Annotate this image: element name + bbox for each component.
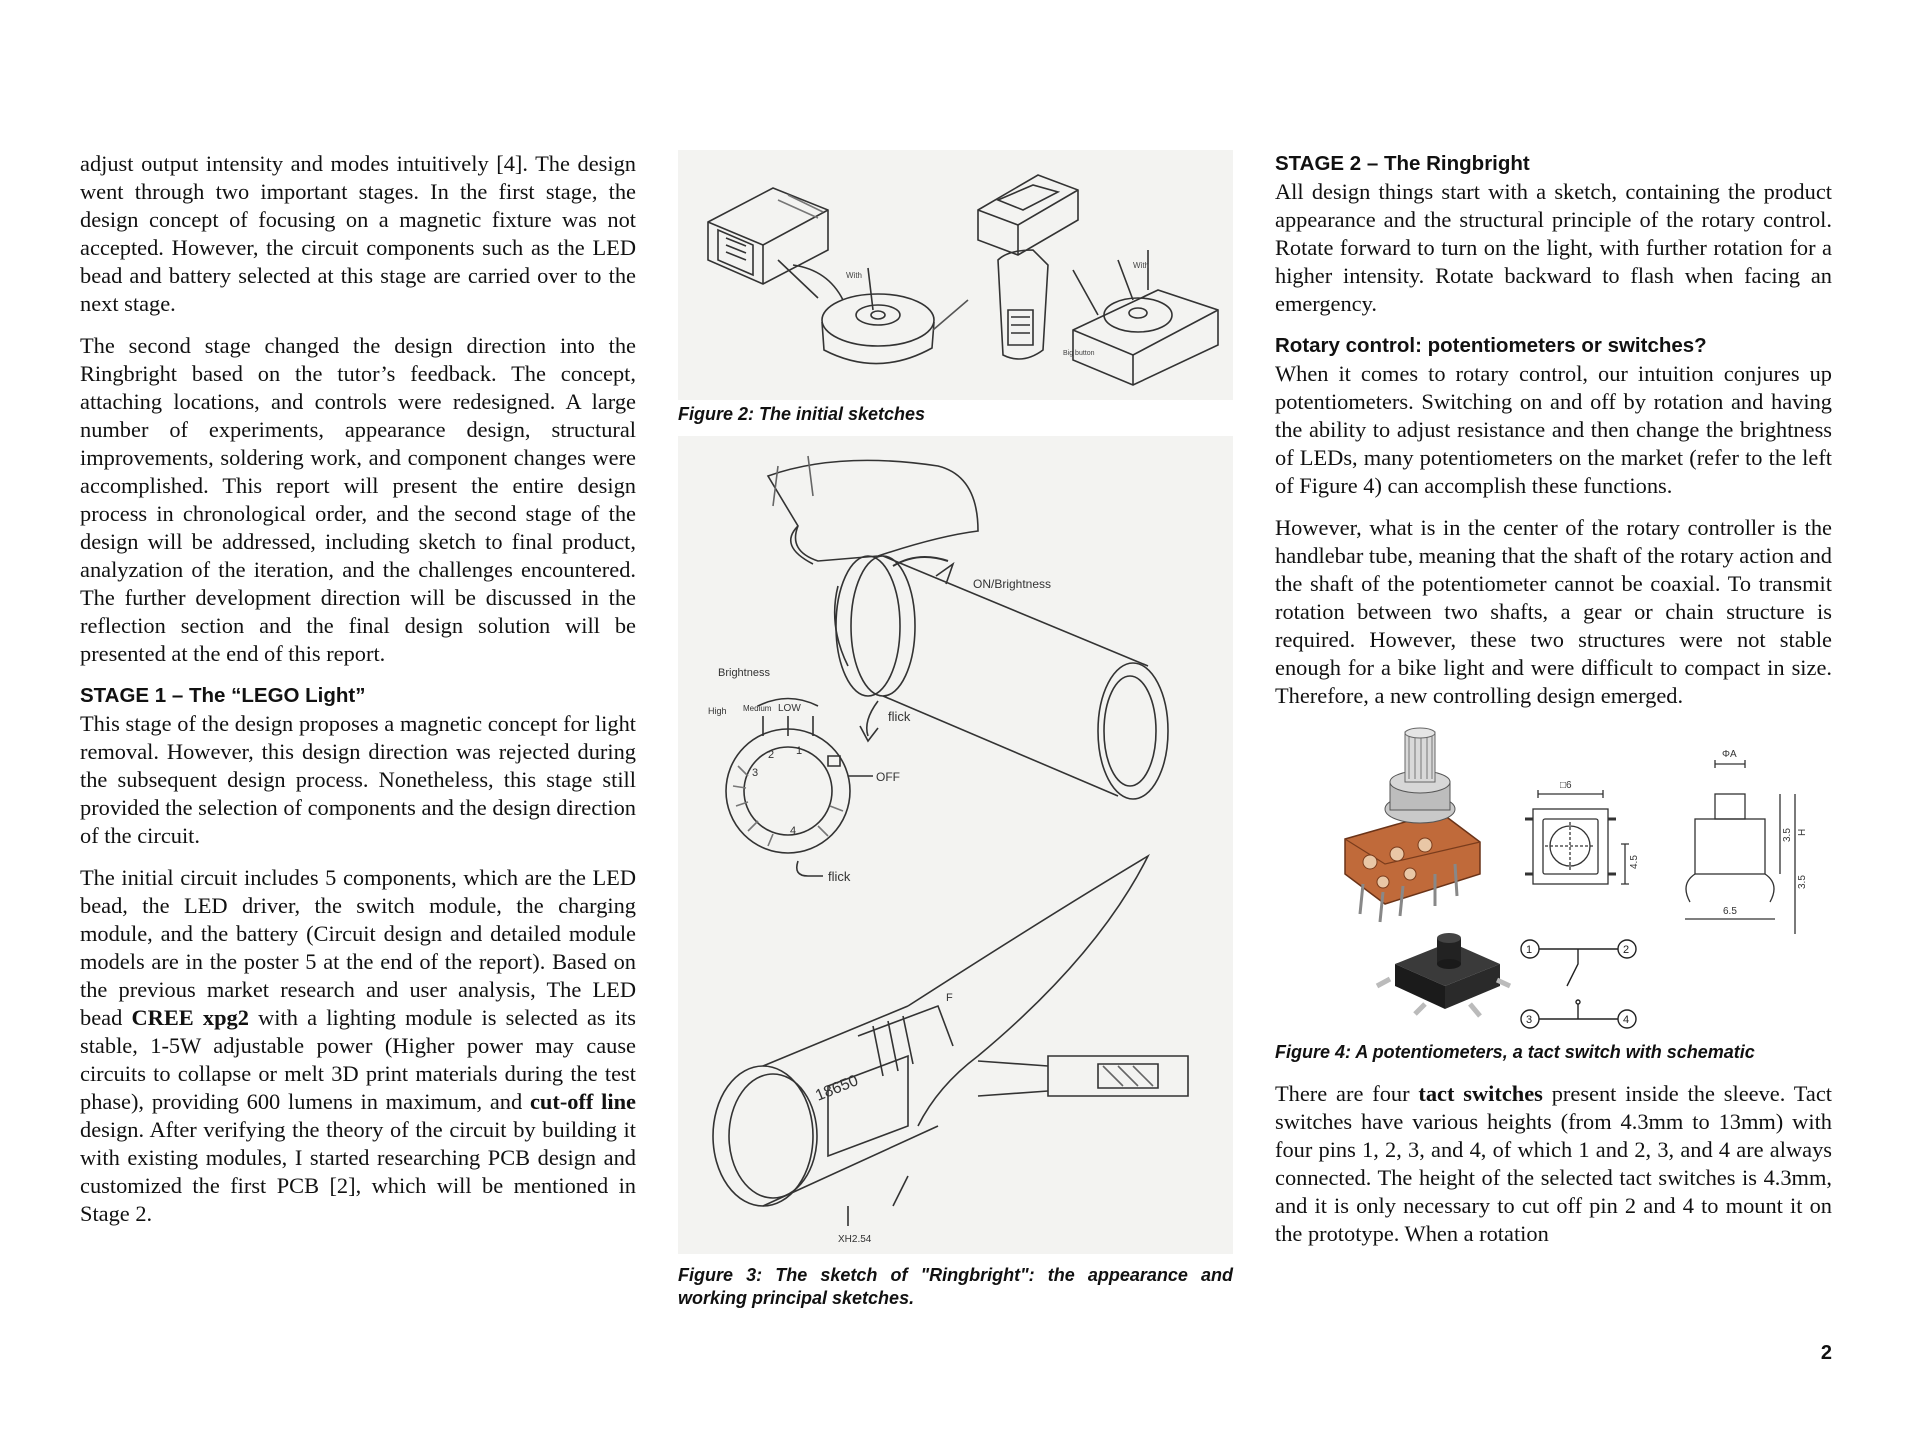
sketch-label-flick-2: flick (828, 869, 851, 884)
left-column (80, 150, 636, 1242)
paragraph-circuit (80, 864, 636, 1228)
sketch-label-big-button: Big button (1063, 350, 1095, 357)
dim-6-5: 6.5 (1723, 906, 1737, 917)
sketch-label-off: OFF (876, 770, 900, 784)
paragraph-coaxial: However, what is in the center of the rotary controller is the handlebar tube, meaning that the shaft of the rotary action and the shaft of the potentiometer cannot be coaxial. To transmit rotation between two shafts, a gear or chain structure is required. However, these two structures were not stable enough for a bike light and were difficult to compact in size. Therefore, a new controlling design emerged. (1275, 515, 1832, 708)
schematic-pin-2: 2 (1623, 944, 1630, 956)
paragraph-second-stage: The second stage changed the design direction into the Ringbright based on the tutor’s feedback. The concept, attaching locations, and controls were redesigned. A large number of experiments, appearance design, structural improvements, soldering work, and component changes were accomplished. This report will present the entire design process in chronological order, and the second stage of the design will be addressed, including sketch to final product, analyzation of the iteration, and the challenges encountered. The further development direction will be discussed in the reflection section and the final design solution will be presented at the end of this report. (80, 333, 636, 666)
sketch-label-num-3: 3 (752, 767, 759, 779)
sketch-label-num-4: 4 (790, 825, 797, 837)
dim-3-5-top: 3.5 (1782, 828, 1793, 842)
switch-side-view (1685, 760, 1795, 934)
paragraph-tact-switches (1275, 1080, 1832, 1248)
text-run: with a lighting module is selected as its stable, 1-5W adjustable power (Higher power may cause circuits to collapse or melt 3D print materials during the test phase), providing 600 lumens in maximum, and (80, 1005, 636, 1114)
sketch-label-on-brightness: ON/Brightness (973, 577, 1052, 591)
dim-3-5-bottom: 3.5 (1797, 875, 1808, 889)
heading-rotary-control: Rotary control: potentiometers or switches? (1275, 334, 1707, 357)
sketch-label-high: High (708, 706, 727, 716)
text-run: There are four (1275, 1081, 1419, 1106)
figure-2-initial-sketches (678, 150, 1233, 400)
text-run: The initial circuit includes 5 components, which are the LED bead, the LED driver, the switch module, the charging module, and the battery (Circuit design and detailed module models are in the poster 5 at the end of the report). Based on the previous market research and user analysis, The LED bead (80, 865, 636, 1030)
potentiometer-image (1345, 728, 1480, 922)
switch-top-view (1525, 790, 1629, 884)
paragraph-stage-2: All design things start with a sketch, containing the product appearance and the structural principle of the rotary control. Rotate forward to turn on the light, with further rotation for a higher intensity. Rotate backward to flash when facing an emergency. (1275, 179, 1832, 316)
bold-tact-switches: tact switches (1418, 1081, 1543, 1106)
sketch-label-battery: 18650 (813, 1072, 861, 1105)
schematic-pin-4: 4 (1623, 1014, 1630, 1026)
sketch-label-connector: XH2.54 (838, 1234, 872, 1245)
paragraph-rotary-control: When it comes to rotary control, our intuition conjures up potentiometers. Switching on and off by rotation and having the ability to adjust resistance and then change the brightness of LEDs, many potentiometers on the market (refer to the left of Figure 4) can accomplish these functions. (1275, 361, 1832, 498)
middle-column (678, 150, 1233, 1310)
figure-3-caption: Figure 3: The sketch of "Ringbright": the appearance and working principal sketches. (678, 1265, 1233, 1308)
heading-stage-1: STAGE 1 – The “LEGO Light” (80, 684, 366, 707)
sketch-label-medium: Medium (743, 704, 772, 713)
page-number: 2 (1820, 1342, 1832, 1364)
sketch-label-num-1: 1 (796, 745, 803, 757)
switch-schematic (1521, 940, 1636, 1028)
bold-led-name: CREE xpg2 (131, 1005, 249, 1030)
figure-3-ringbright-sketch (678, 436, 1233, 1254)
tact-switch-image (1377, 933, 1510, 1016)
sketch-label-num-2: 2 (768, 749, 775, 761)
schematic-pin-3: 3 (1526, 1014, 1533, 1026)
dim-6: □6 (1560, 780, 1572, 791)
dim-4-5: 4.5 (1629, 855, 1640, 869)
right-column (1275, 150, 1832, 1262)
dim-h: H (1797, 828, 1808, 836)
figure-4-potentiometer-switch (1275, 724, 1832, 1039)
sketch-label-low: LOW (778, 703, 801, 714)
paragraph-stage-1: This stage of the design proposes a magnetic concept for light removal. However, this design direction was rejected during the subsequent design process. Nonetheless, this stage still provided the selection of components and the design direction of the circuit. (80, 711, 636, 848)
text-run: present inside the sleeve. Tact switches have various heights (from 4.3mm to 13mm) with four pins 1, 2, 3, and 4, of which 1 and 2, 3, and 4 are always connected. The height of the selected tact switches is 4.3mm, and it is only necessary to cut off pin 2 and 4 to mount it on the prototype. When a rotation (1275, 1081, 1832, 1246)
heading-stage-2: STAGE 2 – The Ringbright (1275, 152, 1530, 175)
sketch-label-f: F (946, 992, 953, 1004)
paragraph-intro: adjust output intensity and modes intuitively [4]. The design went through two important stages. In the first stage, the design concept of focusing on a magnetic fixture was not accepted. However, the circuit components such as the LED bead and battery selected at this stage are carried over to the next stage. (80, 151, 636, 316)
sketch-label-brightness: Brightness (718, 667, 770, 679)
sketch-label-with: With (846, 271, 862, 280)
figure-4-caption: Figure 4: A potentiometers, a tact switch with schematic (1275, 1042, 1755, 1062)
schematic-pin-1: 1 (1526, 944, 1533, 956)
sketch-label-with-2: With (1133, 261, 1149, 270)
figure-2-caption: Figure 2: The initial sketches (678, 404, 926, 424)
sketch-label-flick: flick (888, 709, 911, 724)
bold-cutoff-line: cut-off line (529, 1089, 636, 1114)
text-run: design. After verifying the theory of the circuit by building it with existing modules, I started researching PCB design and customized the first PCB [2], which will be mentioned in Stage 2. (80, 1117, 636, 1226)
dim-phi-a: ΦA (1722, 749, 1737, 760)
